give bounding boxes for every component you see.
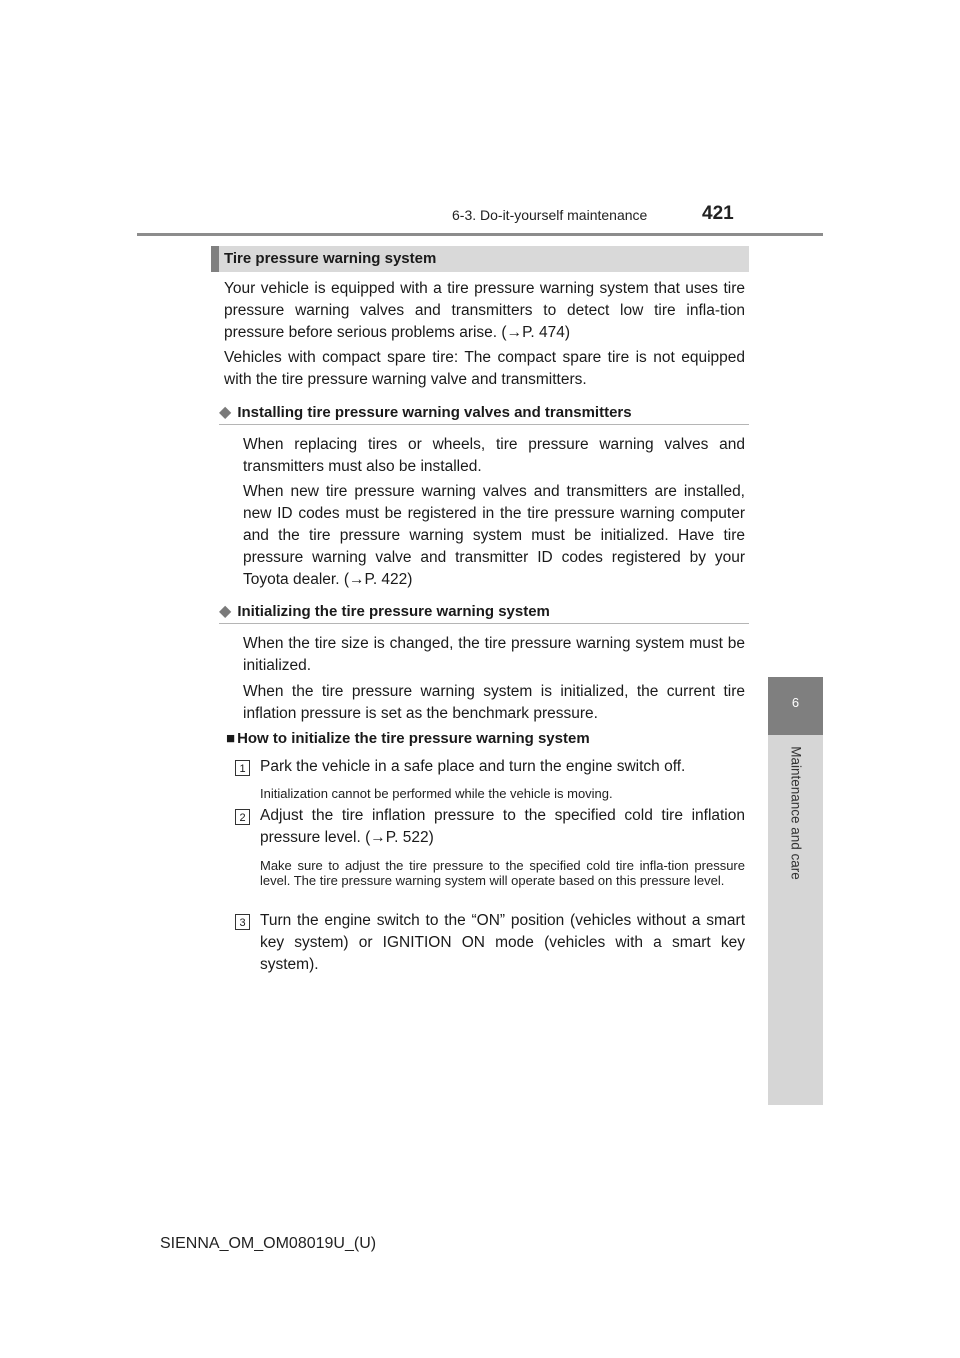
installing-heading-rule xyxy=(219,424,749,425)
step-2-text: Adjust the tire inflation pressure to the specified cold tire inflation pressure level. (→P. 522) xyxy=(260,807,745,846)
step-1-note: Initialization cannot be performed while the vehicle is moving. xyxy=(260,786,613,801)
header-section-title: 6-3. Do-it-yourself maintenance xyxy=(452,207,648,223)
compact-spare-paragraph: Vehicles with compact spare tire: The compact spare tire is not equipped with the tire pressure warning valve and transmitters. xyxy=(224,349,745,388)
section-title-bar xyxy=(211,246,749,272)
square-bullet-icon: ■ xyxy=(226,730,236,747)
document-code: SIENNA_OM_OM08019U_(U) xyxy=(160,1235,377,1252)
section-title-accent xyxy=(211,246,219,272)
chapter-tab-number: 6 xyxy=(768,677,823,735)
installing-heading-text: Installing tire pressure warning valves and transmitters xyxy=(237,404,632,421)
diamond-bullet-icon: ◆ xyxy=(219,404,232,421)
diamond-bullet-icon: ◆ xyxy=(219,603,232,620)
step-2-note: Make sure to adjust the tire pressure to the specified cold tire infla-tion pressure level. The tire pressure warning system will operate based on this pressure level. xyxy=(260,858,745,888)
initializing-heading-rule xyxy=(219,623,749,624)
howto-heading-text: How to initialize the tire pressure warning system xyxy=(237,730,590,747)
installing-paragraph-1: When replacing tires or wheels, tire pressure warning valves and transmitters must also be installed. xyxy=(243,436,745,475)
initializing-heading xyxy=(219,601,749,621)
header-divider xyxy=(137,233,823,236)
chapter-tab-label-text: Maintenance and care xyxy=(788,745,803,880)
step-1-number: 1 xyxy=(235,760,250,776)
chapter-tab-label xyxy=(768,735,823,890)
installing-paragraph-2: When new tire pressure warning valves and transmitters are installed, new ID codes must be registered in the tire pressure warning computer and the tire pressure warning system must be initialized. Have tire pressure warning valve and transmitter ID codes registered by your Toyota dealer. (→P. 422) xyxy=(243,483,745,588)
initializing-heading-text: Initializing the tire pressure warning system xyxy=(237,603,550,620)
step-2-number: 2 xyxy=(235,809,250,825)
step-1-text: Park the vehicle in a safe place and turn the engine switch off. xyxy=(260,758,686,775)
step-3-text: Turn the engine switch to the “ON” position (vehicles without a smart key system) or IGNITION ON mode (vehicles with a smart key system). xyxy=(260,912,745,973)
howto-heading xyxy=(226,730,590,747)
section-title: Tire pressure warning system xyxy=(224,250,437,267)
page-number: 421 xyxy=(702,203,734,224)
initializing-paragraph-1: When the tire size is changed, the tire pressure warning system must be initialized. xyxy=(243,635,745,674)
step-3-number: 3 xyxy=(235,914,250,930)
initializing-paragraph-2: When the tire pressure warning system is initialized, the current tire inflation pressure is set as the benchmark pressure. xyxy=(243,683,745,722)
installing-heading xyxy=(219,402,749,422)
intro-paragraph: Your vehicle is equipped with a tire pressure warning system that uses tire pressure warning valves and transmitters to detect low tire infla-tion pressure before serious problems arise. (→P. 474) xyxy=(224,280,745,341)
